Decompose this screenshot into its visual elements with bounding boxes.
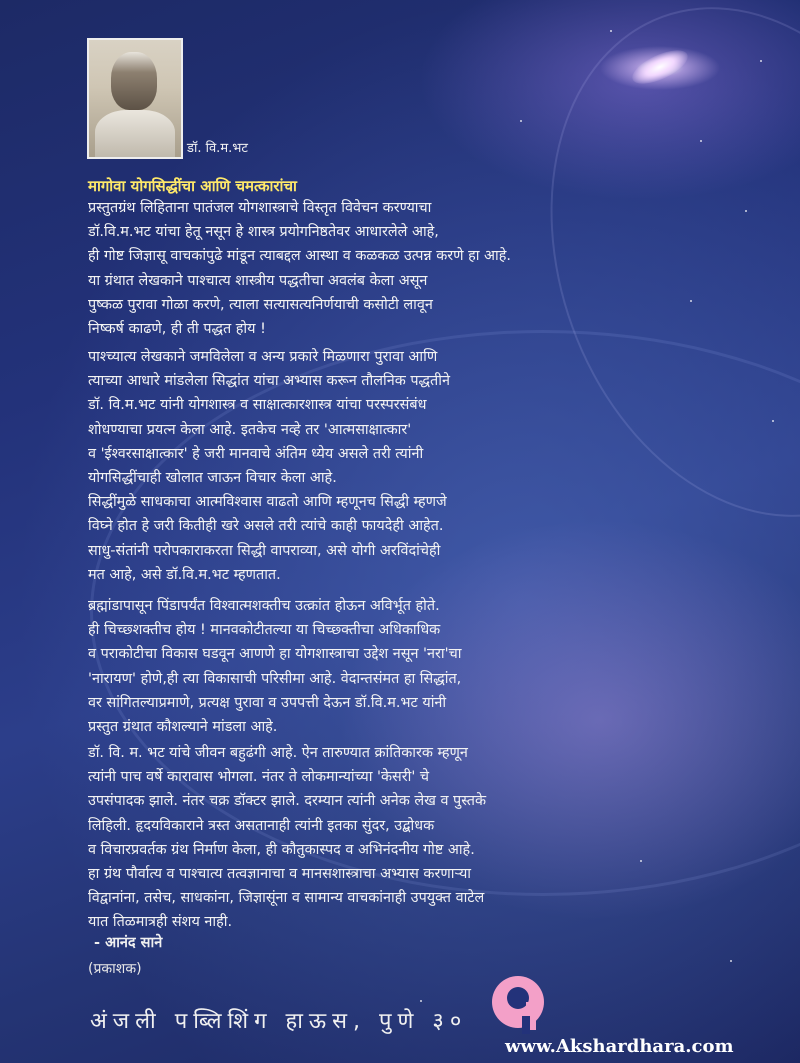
photo-face bbox=[111, 52, 157, 110]
author-photo-caption: डॉ. वि.म.भट bbox=[187, 141, 248, 156]
blurb-paragraph-2: पाश्च्यात्य लेखकाने जमविलेला व अन्य प्रकारे मिळणारा पुरावा आणि त्याच्या आधारे मांडलेला सिद्धांत यांचा अभ्यास करून तौलनिक पद्धतीने डॉ. वि.म.भट यांनी योगशास्त्र व साक्षात्कारशास्त्र यांचा परस्परसंबंध शोधण्याचा प्रयत्न केला आहे. इतकेच नव्हे तर 'आत्मसाक्षात्कार' व 'ईश्वरसाक्षात्कार' हे जरी मानवाचे अंतिम ध्येय असले तरी त्यांनी योगसिद्धींचाही खोलात जाऊन विचार केला आहे. सिद्धींमुळे साधकाचा आत्मविश्वास वाढतो आणि म्हणूनच सिद्धी म्हणजे विघ्ने होत हे जरी कितीही खरे असले तरी त्यांचे काही फायदेही आहेत. साधु-संतांनी परोपकाराकरता सिद्धी वापराव्या, असे योगी अरविंदांचेही मत आहे, असे डॉ.वि.म.भट म्हणतात. bbox=[88, 349, 450, 583]
signature-role: (प्रकाशक) bbox=[88, 961, 142, 977]
author-photo bbox=[87, 38, 183, 159]
blurb-paragraph-1: प्रस्तुतग्रंथ लिहिताना पातंजल योगशास्त्राचे विस्तृत विवेचन करण्याचा डॉ.वि.म.भट यांचा हेतू नसून हे शास्त्र प्रयोगनिष्ठतेवर आधारलेले आहे, ही गोष्ट जिज्ञासू वाचकांपुढे मांडून त्याबद्दल आस्था व कळकळ उत्पन्न करणे हा आहे. या ग्रंथात लेखकाने पाश्चात्य शास्त्रीय पद्धतीचा अवलंब केला असून पुष्कळ पुरावा गोळा करणे, त्याला सत्यासत्यनिर्णयाची कसोटी लावून निष्कर्ष काढणे, ही ती पद्धत होय ! bbox=[88, 200, 511, 338]
blurb-paragraph-3: ब्रह्मांडापासून पिंडापर्यंत विश्वात्मशक्तीच उत्क्रांत होऊन अविर्भूत होते. ही चिच्छ्शक्तीच होय ! मानवकोटीतल्या या चिच्छ्क्तीचा अधिकाधिक व पराकोटीचा विकास घडवून आणणे हा योगशास्त्राचा उद्देश नसून 'नरा'चा 'नारायण' होणे,ही त्या विकासाची परिसीमा आहे. वेदान्तसंमत हा सिद्धांत, वर सांगितल्याप्रमाणे, प्रत्यक्ष पुरावा व उपपत्ती देऊन डॉ.वि.म.भट यांनी प्रस्तुत ग्रंथात कौशल्याने मांडला आहे. bbox=[88, 598, 462, 736]
photo-shoulders bbox=[95, 110, 175, 159]
publisher-logo-icon bbox=[488, 972, 552, 1036]
signature-name: - आनंद साने bbox=[94, 935, 163, 951]
blurb-heading: मागोवा योगसिद्धींचा आणि चमत्कारांचा bbox=[88, 177, 297, 195]
blurb-paragraph-4: डॉ. वि. म. भट यांचे जीवन बहुढंगी आहे. ऐन तारुण्यात क्रांतिकारक म्हणून त्यांनी पाच वर्षे कारावास भोगला. नंतर ते लोकमान्यांच्या 'केसरी' चे उपसंपादक झाले. नंतर चक्र डॉक्टर झाले. दरम्यान त्यांनी अनेक लेख व पुस्तके लिहिली. हृदयविकाराने त्रस्त असतानाही त्यांनी इतका सुंदर, उद्बोधक व विचारप्रवर्तक ग्रंथ निर्माण केला, ही कौतुकास्पद व अभिनंदनीय गोष्ट आहे. हा ग्रंथ पौर्वात्य व पाश्चात्य तत्वज्ञानाचा व मानसशास्त्राचा अभ्यास करणाऱ्या विद्वानांना, तसेच, साधकांना, जिज्ञासूंना व सामान्य वाचकांनाही उपयुक्त वाटेल यात तिळमात्रही संशय नाही. bbox=[88, 745, 487, 931]
publisher-name: अंजली पब्लिशिंग हाऊस, पुणे ३० bbox=[90, 1009, 468, 1034]
website-url: www.Akshardhara.com bbox=[505, 1036, 734, 1057]
